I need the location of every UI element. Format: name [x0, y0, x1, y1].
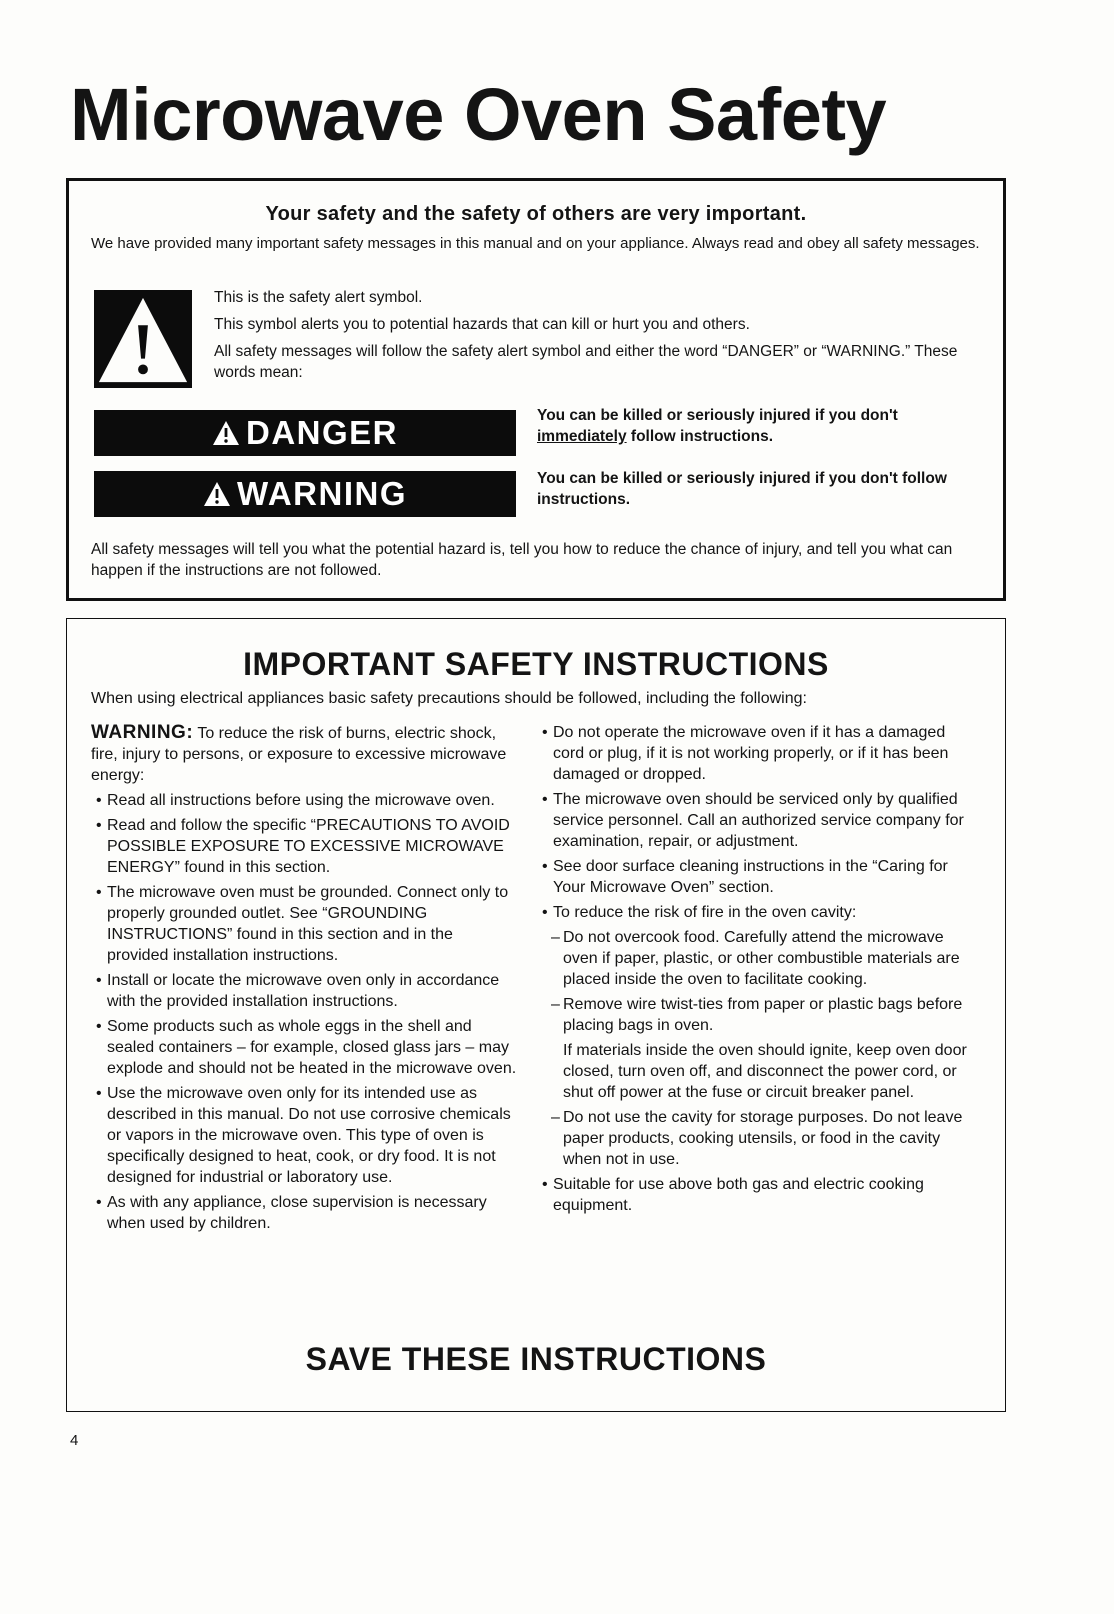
- list-item: • To reduce the risk of fire in the oven cavity:: [537, 902, 977, 923]
- safety-box-footer: All safety messages will tell you what the potential hazard is, tell you how to reduce the chance of injury, and tell you what can happen if the instructions are not followed.: [91, 541, 953, 579]
- page-number: 4: [70, 1432, 79, 1449]
- warning-signal-bar: [94, 471, 516, 517]
- safety-alert-icon: [94, 290, 192, 388]
- danger-alert-icon: [212, 420, 240, 446]
- fire-subitem: – Do not use the cavity for storage purposes. Do not leave paper products, cooking utensils, or food in the cavity when not in use.: [537, 1107, 977, 1170]
- list-item: • Read all instructions before using the microwave oven.: [91, 790, 517, 811]
- instructions-right-column: [537, 722, 977, 1220]
- instructions-heading: IMPORTANT SAFETY INSTRUCTIONS: [243, 646, 829, 682]
- danger-text-pre: You can be killed or seriously injured if you don't: [537, 407, 898, 424]
- instructions-left-column: [91, 722, 517, 1238]
- danger-description: [537, 405, 977, 447]
- warning-lead-text: To reduce the risk of burns, electric shock, fire, injury to persons, or exposure to excessive microwave energy:: [91, 725, 507, 784]
- list-item: • As with any appliance, close supervision is necessary when used by children.: [91, 1192, 517, 1234]
- safety-box-heading: Your safety and the safety of others are very important.: [265, 203, 807, 225]
- danger-text-emphasis: immediately: [537, 428, 627, 445]
- safety-message-box: [66, 178, 1006, 601]
- symbol-meaning-text: This symbol alerts you to potential hazards that can kill or hurt you and others.: [214, 316, 750, 333]
- symbol-explanation: [214, 287, 974, 389]
- fire-subitem: – Do not overcook food. Carefully attend the microwave oven if paper, plastic, or other combustible materials are placed inside the oven to facilitate cooking.: [537, 927, 977, 990]
- warning-lead-label: WARNING:: [91, 722, 194, 743]
- list-item: • The microwave oven must be grounded. Connect only to properly grounded outlet. See “GROUNDING INSTRUCTIONS” found in this section and in the provided installation instructions.: [91, 882, 517, 966]
- warning-paragraph: [91, 722, 517, 786]
- symbol-follow-text: All safety messages will follow the safety alert symbol and either the word “DANGER” or “WARNING.” These words mean:: [214, 343, 958, 381]
- list-item: • The microwave oven should be serviced only by qualified service personnel. Call an authorized service company for examination, repair, or adjustment.: [537, 789, 977, 852]
- save-instructions-heading: SAVE THESE INSTRUCTIONS: [305, 1341, 767, 1377]
- list-item: • See door surface cleaning instructions in the “Caring for Your Microwave Oven” section.: [537, 856, 977, 898]
- danger-text-post: follow instructions.: [630, 428, 774, 445]
- warning-alert-icon: [203, 481, 231, 507]
- fire-subitem: – Remove wire twist-ties from paper or plastic bags before placing bags in oven.: [537, 994, 977, 1036]
- list-item: • Suitable for use above both gas and electric cooking equipment.: [537, 1174, 977, 1216]
- safety-box-intro: We have provided many important safety messages in this manual and on your appliance. Always read and obey all safety messages.: [91, 235, 980, 252]
- list-item: • Some products such as whole eggs in the shell and sealed containers – for example, closed glass jars – may explode and should not be heated in the microwave oven.: [91, 1016, 517, 1079]
- instructions-intro: When using electrical appliances basic safety precautions should be followed, including the following:: [91, 690, 807, 707]
- symbol-intro-text: This is the safety alert symbol.: [214, 289, 423, 306]
- important-safety-instructions-box: [66, 618, 1006, 1412]
- warning-description: You can be killed or seriously injured if you don't follow instructions.: [537, 470, 947, 508]
- list-item: • Do not operate the microwave oven if it has a damaged cord or plug, if it is not working properly, or if it has been damaged or dropped.: [537, 722, 977, 785]
- list-item: • Use the microwave oven only for its intended use as described in this manual. Do not use corrosive chemicals or vapors in the microwave oven. This type of oven is specifically designed to heat, cook, or dry food. It is not designed for industrial or laboratory use.: [91, 1083, 517, 1188]
- danger-label: DANGER: [245, 414, 398, 451]
- list-item: • Install or locate the microwave oven only in accordance with the provided installation instructions.: [91, 970, 517, 1012]
- page-title: Microwave Oven Safety: [70, 73, 887, 156]
- list-item: • Read and follow the specific “PRECAUTIONS TO AVOID POSSIBLE EXPOSURE TO EXCESSIVE MICROWAVE ENERGY” found in this section.: [91, 815, 517, 878]
- warning-label: WARNING: [237, 475, 407, 512]
- danger-signal-bar: [94, 410, 516, 456]
- fire-note: If materials inside the oven should ignite, keep oven door closed, turn oven off, and disconnect the power cord, or shut off power at the fuse or circuit breaker panel.: [563, 1042, 967, 1101]
